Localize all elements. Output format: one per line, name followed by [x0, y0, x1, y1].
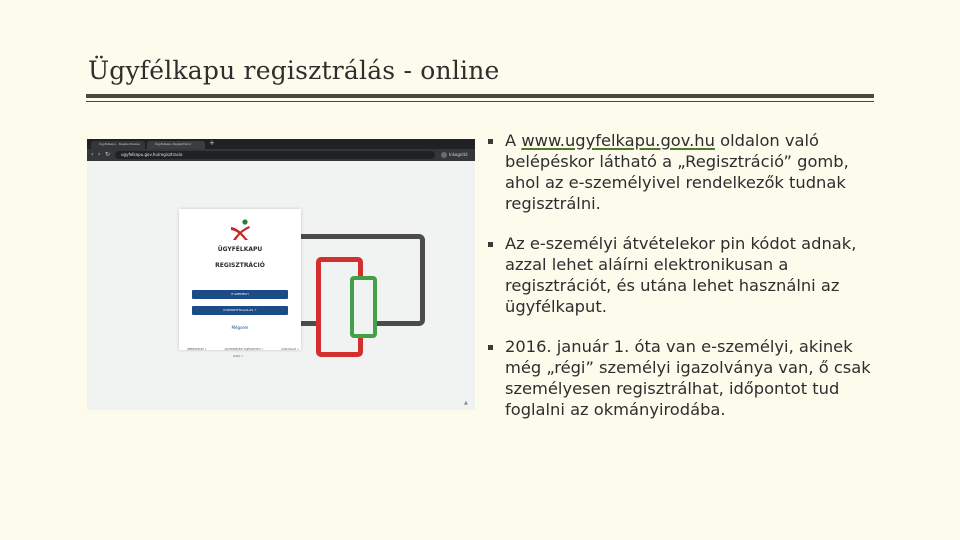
title-divider-thin — [86, 101, 874, 102]
brand-name: ÜGYFÉLKAPU — [217, 246, 263, 253]
bullet-text: oldalon való belépéskor látható a „Regisztráció” gomb, ahol az e-személyivel rendelkezők tudnak regisztrálni. — [505, 131, 849, 213]
tab-label: Ügyfélkapu Regisztráció — [155, 142, 192, 146]
footer-links — [187, 348, 299, 351]
e-szemelyi-button[interactable]: E-SZEMÉLYI — [192, 290, 288, 299]
forward-icon[interactable]: › — [98, 151, 101, 158]
url-field[interactable] — [115, 151, 435, 159]
square-bullet-icon — [488, 242, 493, 247]
registration-card — [179, 209, 301, 350]
bullet-item — [488, 130, 878, 214]
square-bullet-icon — [488, 139, 493, 144]
browser-tab-active[interactable] — [147, 141, 205, 149]
ugyfelkapu-logo-icon — [228, 219, 252, 241]
bullet-prefix: A — [505, 131, 522, 150]
square-bullet-icon — [488, 345, 493, 350]
footer-link-kapcsolat[interactable]: KAPCSOLAT ↗ — [281, 348, 299, 351]
footer-link-adatkezeles[interactable]: ADATKEZELÉSI TÁJÉKOZTATÓ ↗ — [224, 348, 264, 351]
bullet-list — [488, 130, 878, 420]
url-text: ugyfelkapu.gov.hu/regisztracio — [121, 152, 183, 157]
back-icon[interactable]: ‹ — [91, 151, 94, 158]
footer-link-sugo[interactable]: SÚGÓ ↗ — [233, 355, 244, 358]
phone-green-illustration — [350, 276, 377, 338]
ugyfelkapu-link[interactable]: www.ugyfelkapu.gov.hu — [521, 131, 715, 150]
bullet-item — [488, 233, 878, 317]
browser-address-bar — [87, 149, 475, 161]
tab-label: Ügyfélkapu - Bejelentkezés — [99, 142, 140, 146]
card-title: REGISZTRÁCIÓ — [215, 262, 265, 269]
browser-tab[interactable] — [91, 141, 145, 149]
browser-tab-bar — [87, 139, 475, 149]
bullet-text: Az e-személyi átvételekor pin kódot adnak, azzal lehet aláírni elektronikusan a regisztrációt, és utána lehet használni az ügyfélkaput. — [505, 234, 857, 316]
slide-title: Ügyfélkapu regisztrálás - online — [88, 56, 500, 85]
footer-link-impresszum[interactable]: IMPRESSZUM ↗ — [187, 348, 207, 351]
bullet-item — [488, 336, 878, 420]
bullet-text: 2016. január 1. óta van e-személyi, akinek még „régi” személyi igazolványa van, ő csak személyesen regisztrálhat, időpontot tud foglalni az okmányirodába. — [505, 337, 871, 419]
new-tab-icon[interactable]: + — [209, 139, 215, 147]
cancel-link[interactable]: Mégsem — [231, 325, 249, 330]
title-divider-thick — [86, 94, 874, 98]
profile-label: Inkognitó — [449, 152, 468, 157]
browser-screenshot — [87, 139, 475, 410]
web-page-content — [87, 161, 475, 410]
profile-avatar[interactable] — [441, 152, 447, 158]
idopontfoglalas-button[interactable]: IDŐPONTFOGLALÁS ↗ — [192, 306, 288, 315]
reload-icon[interactable]: ↻ — [105, 151, 111, 158]
scroll-up-icon[interactable]: ▲ — [464, 400, 468, 406]
